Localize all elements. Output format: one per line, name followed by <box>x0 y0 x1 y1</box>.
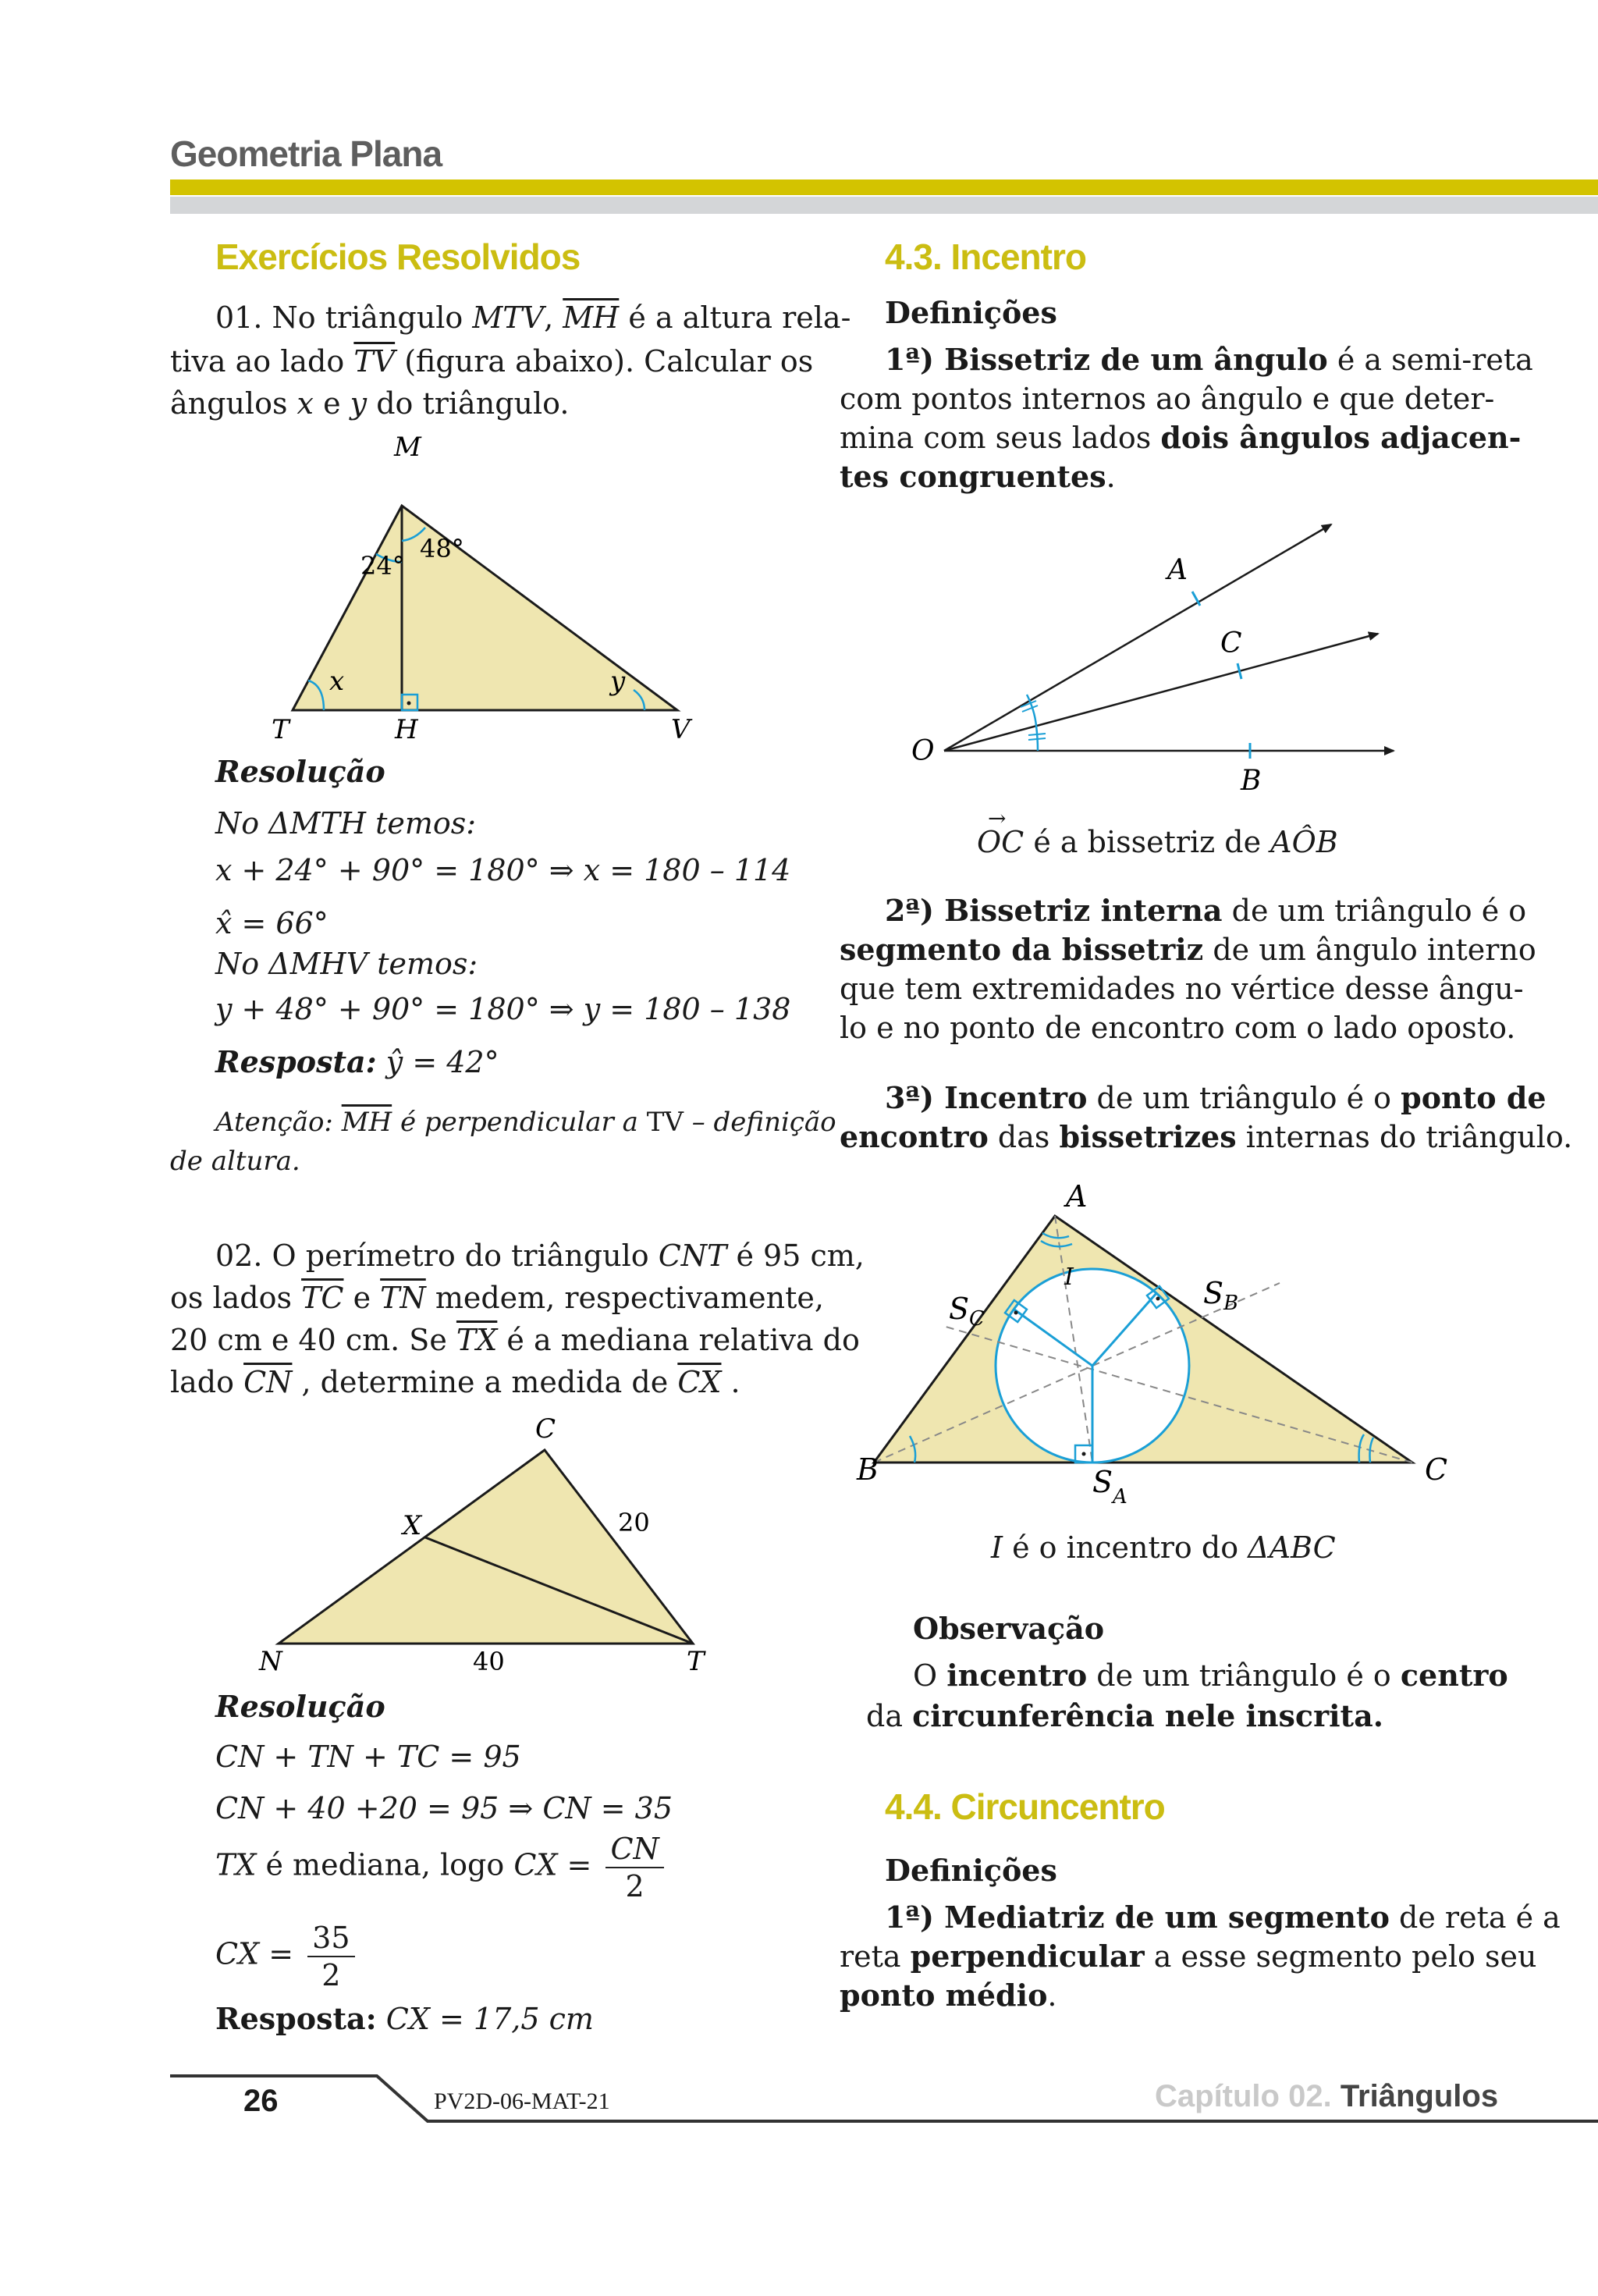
figure-triangle-mtv <box>250 428 733 755</box>
definitions-title-2: Definições <box>885 1853 1057 1888</box>
text: CX = <box>215 1936 294 1971</box>
attention-line1 <box>215 1107 836 1138</box>
point-label-a: A <box>1167 554 1188 586</box>
text: O <box>913 1658 947 1693</box>
text: segmento da bissetriz <box>840 932 1204 967</box>
denominator: 2 <box>625 1869 645 1903</box>
segment-mh: $\overline{MH}$ <box>563 300 620 335</box>
vertex-label-b: B <box>857 1452 879 1487</box>
text: TX <box>215 1847 257 1882</box>
segment-tc: $\overline{TC}$ <box>301 1281 344 1315</box>
text: 01. No triângulo <box>215 300 473 335</box>
text: (figura abaixo). Calcular os <box>395 344 814 379</box>
side-label-40: 40 <box>473 1647 505 1676</box>
text: ângulos <box>170 386 297 421</box>
right-angle-dot <box>407 702 411 706</box>
resolution-1-line5 <box>215 988 790 1030</box>
text: e <box>313 386 350 421</box>
segment-tn: $\overline{TN}$ <box>380 1281 426 1315</box>
header-bar-yellow <box>170 179 1598 195</box>
text: , determine a medida de <box>292 1365 678 1399</box>
vertex-label-c: C <box>535 1413 556 1445</box>
point-label-sa <box>1092 1465 1127 1509</box>
exercise-2-statement-line1 <box>215 1235 865 1277</box>
text: ponto médio <box>840 1978 1048 2013</box>
text: da <box>866 1699 913 1733</box>
attention-line2: de altura. <box>170 1146 300 1177</box>
text: I <box>991 1530 1003 1565</box>
observation-title: Observação <box>913 1611 1105 1646</box>
text: encontro <box>840 1119 989 1154</box>
text: é o incentro do <box>1003 1530 1248 1565</box>
text: de um triângulo é o <box>1087 1081 1401 1115</box>
mediatrix-line2 <box>840 1935 1536 1978</box>
arc-mark <box>1028 738 1046 740</box>
point-label-o: O <box>911 735 935 767</box>
text: MTV <box>472 300 545 335</box>
text: Resposta: <box>215 1044 377 1079</box>
text: 2ª) Bissetriz interna <box>885 893 1223 928</box>
exercise-1-statement-line3 <box>170 382 569 425</box>
text: x + 24° + 90° = 180° <box>215 853 540 887</box>
text: y <box>350 386 368 421</box>
vertex-label-c: C <box>1425 1452 1448 1487</box>
text: bissetrizes <box>1059 1119 1237 1154</box>
text: 1ª) Bissetriz de um ângulo <box>885 342 1328 377</box>
segment-cx: $\overline{CX}$ <box>677 1365 722 1399</box>
text: é a bissetriz de <box>1024 825 1271 859</box>
right-angle-dot <box>1014 1311 1018 1315</box>
segment-tv: $\overline{TV}$ <box>353 344 396 379</box>
ray-oc <box>944 634 1378 751</box>
exercise-2-statement-line4 <box>170 1361 740 1403</box>
angle-label-24: 24° <box>360 551 405 581</box>
incenter-caption <box>991 1527 1336 1569</box>
chapter-label <box>1155 2079 1498 2114</box>
right-angle-dot <box>1156 1297 1160 1301</box>
text: ŷ = 42° <box>385 1045 499 1079</box>
text: lado <box>170 1365 244 1399</box>
text: é a altura rela- <box>619 300 851 335</box>
numerator: CN <box>605 1831 663 1868</box>
point-label-c: C <box>1220 627 1242 659</box>
figure-triangle-cnt <box>250 1405 733 1686</box>
vector-arrow-icon: → <box>988 805 1007 831</box>
resolution-1-line3: x̂ = 66° <box>215 906 328 940</box>
angle-label-y: y <box>610 666 626 697</box>
text: é 95 cm, <box>726 1239 865 1273</box>
text: S <box>1092 1465 1113 1499</box>
exercise-1-statement-line1 <box>215 297 850 339</box>
text: é mediana, logo <box>256 1847 514 1882</box>
observation-line1 <box>913 1654 1508 1697</box>
text: dois ângulos adjacen- <box>1160 420 1522 455</box>
text: circunferência nele inscrita. <box>912 1698 1383 1733</box>
fraction-35-over-2 <box>307 1920 354 1993</box>
definition-1-line4 <box>840 456 1116 498</box>
text: internas do triângulo. <box>1236 1120 1573 1154</box>
definition-1-line1 <box>885 339 1533 381</box>
text: S <box>949 1292 970 1326</box>
vector-oc <box>977 805 1024 863</box>
definition-2-line4: lo e no ponto de encontro com o lado oposto. <box>840 1011 1516 1045</box>
text: Triângulos <box>1340 2079 1499 2113</box>
point-label-sb <box>1203 1276 1238 1315</box>
numerator: 35 <box>307 1920 354 1957</box>
vertex-label-a: A <box>1066 1179 1088 1214</box>
definition-2-line3: que tem extremidades no vértice desse ângu- <box>840 972 1524 1006</box>
text: S <box>1203 1276 1224 1310</box>
answer-1 <box>215 1041 499 1083</box>
text: , <box>544 300 563 335</box>
text: tiva ao lado <box>170 344 354 379</box>
resolution-2-line3 <box>215 1831 669 1904</box>
subscript: C <box>969 1307 985 1331</box>
text: CX = 17,5 cm <box>385 2002 594 2036</box>
text: y = 180 – 138 <box>583 992 791 1026</box>
angle-label-x: x <box>329 666 345 697</box>
arc-mark <box>1022 706 1038 712</box>
resolution-2-line1: CN + TN + TC = 95 <box>215 1740 521 1774</box>
resolution-1-line4: No ΔMHV temos: <box>215 947 478 981</box>
text: mina com seus lados <box>840 421 1161 455</box>
resolution-1-line1: No ΔMTH temos: <box>215 806 477 841</box>
text: medem, respectivamente, <box>425 1281 824 1315</box>
resolution-title-2: Resolução <box>215 1689 385 1724</box>
text: das <box>988 1120 1060 1154</box>
text: y + 48° + 90° = 180° <box>215 992 540 1026</box>
exercise-2-statement-line3 <box>170 1319 860 1361</box>
resolution-2-line2 <box>215 1787 673 1829</box>
page-number: 26 <box>243 2084 279 2118</box>
text: é a semi-reta <box>1327 343 1533 377</box>
vertex-label-t: T <box>687 1646 705 1677</box>
triangle-cnt <box>279 1450 693 1644</box>
subscript: B <box>1223 1292 1239 1315</box>
definition-1-line2: com pontos internos ao ângulo e que deter- <box>840 382 1495 416</box>
text: tes congruentes <box>840 459 1106 494</box>
text: . <box>1106 460 1116 494</box>
arc-mark <box>1028 734 1046 735</box>
text: x = 180 – 114 <box>583 853 791 887</box>
text: de um ângulo interno <box>1203 933 1536 967</box>
vertex-label-m: M <box>394 432 421 463</box>
point-label-i: I <box>1064 1264 1074 1291</box>
definition-2-line2 <box>840 929 1536 971</box>
text: a esse segmento pelo seu <box>1144 1939 1537 1974</box>
text: CN + 40 +20 = 95 <box>215 1791 499 1825</box>
implies-arrow: ⇒ <box>549 992 574 1026</box>
running-header: Geometria Plana <box>170 133 442 174</box>
text: é a mediana relativa do <box>497 1323 860 1357</box>
text: perpendicular <box>910 1939 1145 1974</box>
text: – definição <box>683 1107 836 1138</box>
resolution-2-line4 <box>215 1920 360 1993</box>
text: e <box>343 1281 381 1315</box>
vertex-label-n: N <box>259 1646 282 1677</box>
vertex-label-v: V <box>671 714 691 745</box>
definitions-title-1: Definições <box>885 295 1057 330</box>
text: de um triângulo é o <box>1087 1658 1401 1693</box>
point-label-b: B <box>1241 765 1262 797</box>
text: Atenção: <box>215 1107 342 1138</box>
resolution-title-1: Resolução <box>215 754 385 789</box>
implies-arrow: ⇒ <box>508 1791 534 1825</box>
text: Capítulo 02. <box>1155 2079 1341 2113</box>
definition-3-line1 <box>885 1077 1547 1119</box>
text: os lados <box>170 1281 302 1315</box>
figure-angle-bisector <box>897 507 1412 804</box>
exercise-2-statement-line2 <box>170 1277 824 1319</box>
subscript: A <box>1113 1485 1127 1509</box>
ray-oa <box>944 524 1331 751</box>
text: . <box>721 1365 740 1399</box>
bisector-caption <box>977 805 1338 863</box>
angle-label-48: 48° <box>420 534 464 563</box>
text: OC <box>977 825 1024 859</box>
text: centro <box>1400 1658 1508 1693</box>
text: do triângulo. <box>367 386 570 421</box>
section-title-incentro: 4.3. Incentro <box>885 236 1086 277</box>
mediatrix-line3 <box>840 1974 1057 2017</box>
exercise-1-statement-line2 <box>170 340 813 382</box>
text: x <box>297 386 314 421</box>
definition-3-line2 <box>840 1116 1572 1158</box>
text: ponto de <box>1401 1080 1547 1115</box>
vertex-label-h: H <box>395 714 418 745</box>
section-title-exercicios: Exercícios Resolvidos <box>215 236 581 277</box>
text: 20 cm e 40 cm. Se <box>170 1323 456 1357</box>
resolution-1-line2 <box>215 849 790 891</box>
document-code: PV2D-06-MAT-21 <box>434 2088 610 2114</box>
text: AÔB <box>1270 825 1338 859</box>
text: 02. O perímetro do triângulo <box>215 1239 659 1273</box>
header-bar-gray <box>170 197 1598 214</box>
mediatrix-line1 <box>885 1896 1561 1939</box>
segment-mh: $\overline{MH}$ <box>341 1107 392 1138</box>
observation-line2 <box>866 1695 1383 1737</box>
text: 1ª) Mediatriz de um segmento <box>885 1900 1390 1935</box>
text: Resposta: <box>215 2001 377 2036</box>
answer-2 <box>215 1998 594 2040</box>
text: CNT <box>658 1239 727 1273</box>
fraction-cn-over-2 <box>605 1831 663 1904</box>
vertex-label-x: X <box>403 1510 422 1541</box>
segment-cn: $\overline{CN}$ <box>243 1365 293 1399</box>
text: incentro <box>946 1658 1088 1693</box>
text: CX = <box>513 1847 592 1882</box>
side-label-20: 20 <box>618 1508 650 1537</box>
implies-arrow: ⇒ <box>549 853 574 887</box>
text: CN = 35 <box>542 1791 673 1825</box>
definition-2-line1 <box>885 890 1526 932</box>
text: . <box>1047 1978 1057 2013</box>
text: de reta é a <box>1389 1900 1561 1935</box>
vertex-label-t: T <box>272 714 289 745</box>
text: é perpendicular a <box>392 1107 647 1138</box>
text: ΔABC <box>1248 1530 1336 1565</box>
text: TV <box>646 1107 684 1138</box>
section-title-circuncentro: 4.4. Circuncentro <box>885 1786 1165 1827</box>
figure-incenter <box>843 1178 1467 1522</box>
text: 3ª) Incentro <box>885 1080 1088 1115</box>
denominator: 2 <box>321 1958 341 1992</box>
segment-tx: $\overline{TX}$ <box>456 1323 498 1357</box>
point-label-sc <box>949 1292 985 1331</box>
text: reta <box>840 1939 911 1974</box>
text: de um triângulo é o <box>1222 894 1527 928</box>
right-angle-dot <box>1082 1452 1086 1456</box>
definition-1-line3 <box>840 417 1521 459</box>
